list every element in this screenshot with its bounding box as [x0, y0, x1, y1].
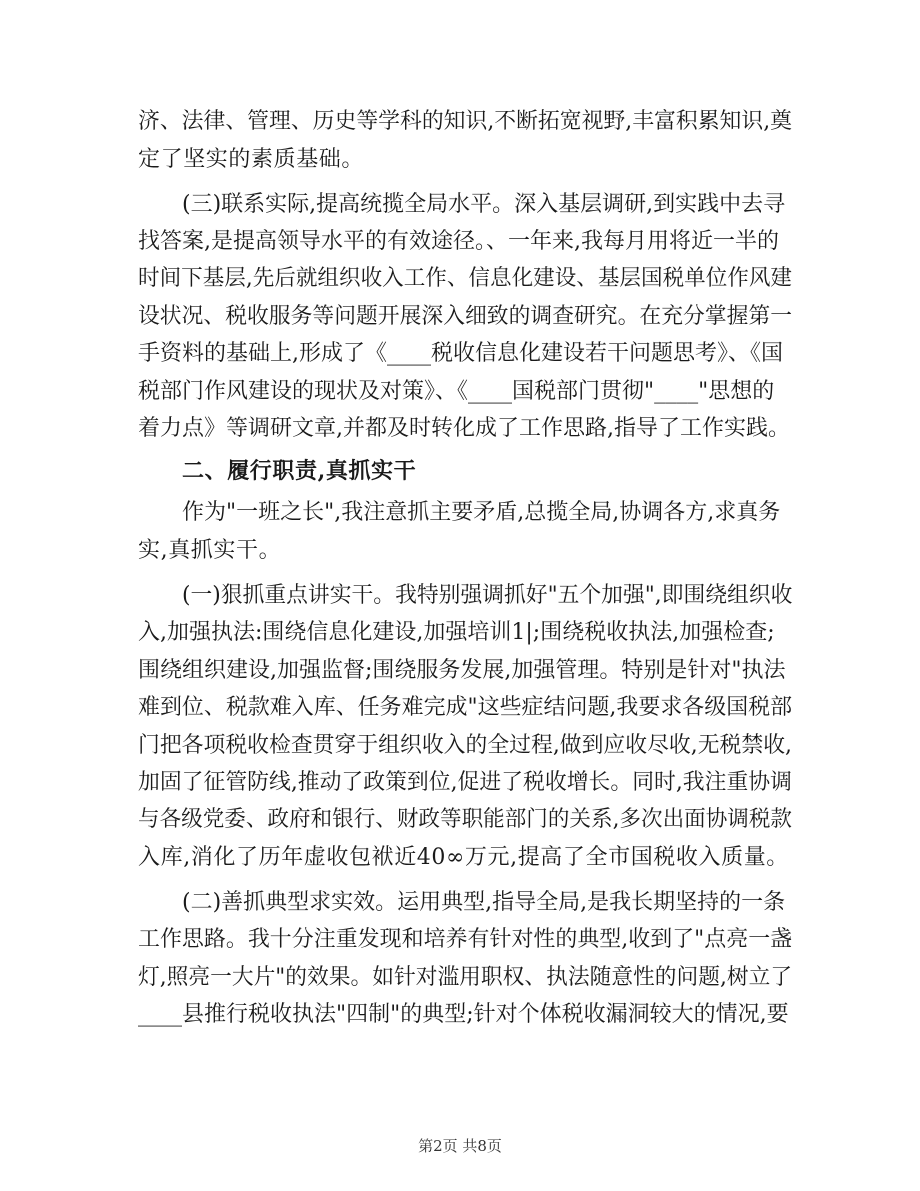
- page-number-footer: 第2页 共8页: [418, 1137, 502, 1155]
- text-line: (二)善抓典型求实效。运用典型,指导全局,是我长期坚持的一条: [182, 890, 786, 915]
- text-line: 税部门作风建设的现状及对策》、《____国税部门贯彻"____"思想的: [138, 379, 775, 404]
- section-heading: 二、履行职责,真抓实干: [182, 458, 417, 484]
- text-line: 时间下基层,先后就组织收入工作、信息化建设、基层国税单位作风建: [138, 266, 792, 291]
- text-line: 找答案,是提高领导水平的有效途径。、一年来,我每月用将近一半的: [138, 229, 779, 254]
- text-line: 实,真抓实干。: [138, 538, 282, 563]
- text-line: 定了坚实的素质基础。: [138, 147, 365, 172]
- text-line: 工作思路。我十分注重发现和培养有针对性的典型,收到了"点亮一盏: [138, 927, 793, 952]
- text-line: ____县推行税收执法"四制"的典型;针对个体税收漏洞较大的情况,要: [138, 1002, 789, 1027]
- text-line: 灯,照亮一大片"的效果。如针对滥用职权、执法随意性的问题,树立了: [138, 965, 793, 990]
- text-line: 门把各项税收检查贯穿于组织收入的全过程,做到应收尽收,无税禁收,: [138, 733, 792, 758]
- text-line: 加固了征管防线,推动了政策到位,促进了税收增长。同时,我注重协调: [138, 770, 792, 795]
- text-line: 与各级党委、政府和银行、财政等职能部门的关系,多次出面协调税款: [138, 807, 792, 832]
- text-line: 济、法律、管理、历史等学科的知识,不断拓宽视野,丰富积累知识,奠: [138, 109, 792, 134]
- text-line: 难到位、税款难入库、任务难完成"这些症结问题,我要求各级国税部: [138, 695, 793, 720]
- text-line: 围绕组织建设,加强监督;围绕服务发展,加强管理。特别是针对"执法: [138, 658, 786, 683]
- text-line: 入,加强执法:围绕信息化建设,加强培训1|;围绕税收执法,加强检查;: [138, 620, 775, 645]
- text-line: 入库,消化了历年虚收包袱近40∞万元,提高了全市国税收入质量。: [138, 845, 789, 870]
- text-line: 作为"一班之长",我注意抓主要矛盾,总揽全局,协调各方,求真务: [182, 500, 781, 525]
- text-line: 手资料的基础上,形成了《____税收信息化建设若干问题思考》、《国: [138, 341, 783, 366]
- text-line: 设状况、税收服务等问题开展深入细致的调查研究。在充分掌握第一: [138, 304, 793, 329]
- text-line: 着力点》等调研文章,并都及时转化成了工作思路,指导了工作实践。: [138, 416, 790, 441]
- text-line: (三)联系实际,提高统揽全局水平。深入基层调研,到实践中去寻: [182, 192, 786, 217]
- text-line: (一)狠抓重点讲实干。我特别强调抓好"五个加强",即围绕组织收: [182, 583, 793, 608]
